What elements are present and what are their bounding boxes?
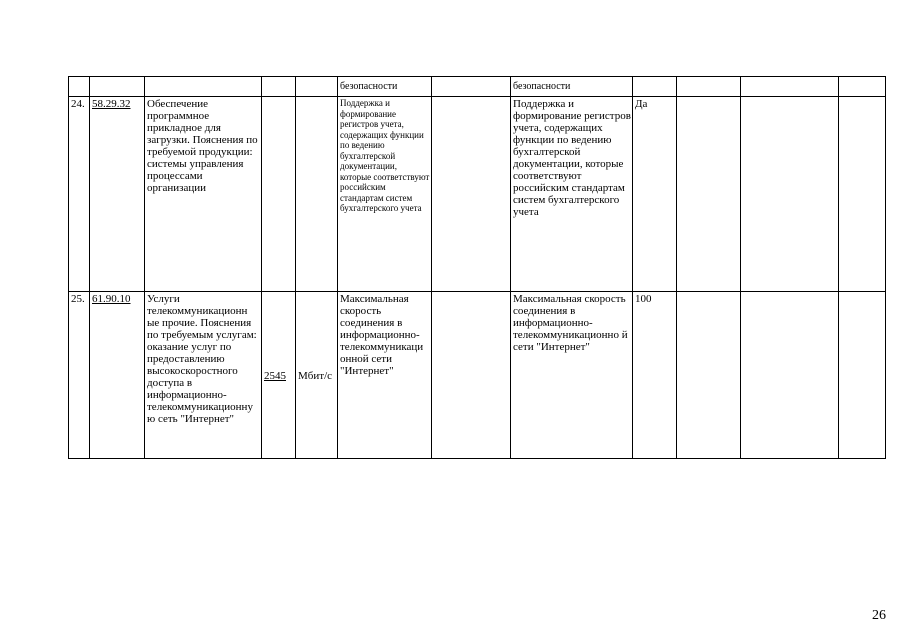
cell-empty xyxy=(296,77,338,97)
cell-empty xyxy=(262,77,296,97)
table-row xyxy=(69,97,886,292)
cell-empty xyxy=(741,292,839,459)
cell-okei-unit: Мбит/с xyxy=(296,292,338,459)
cell-row-number: 25. xyxy=(69,292,90,459)
page-number: 26 xyxy=(872,608,886,623)
cell-empty xyxy=(839,77,886,97)
okpd2-code-link: 61.90.10 xyxy=(92,293,131,305)
cell-empty xyxy=(741,77,839,97)
cell-empty xyxy=(677,77,741,97)
cell-characteristic2: Максимальная скорость соединения в информационно-телекоммуникационно й сети "Интернет" xyxy=(511,292,633,459)
cell-okei-unit xyxy=(296,97,338,292)
cell-item-name: Обеспечение программное прикладное для загрузки. Пояснения по требуемой продукции: системы управления процессами организации xyxy=(145,97,262,292)
cell-empty xyxy=(677,292,741,459)
cell-empty xyxy=(633,77,677,97)
cell-okei-code xyxy=(262,292,296,459)
cell-characteristic: Максимальная скорость соединения в информационно-телекоммуникаци онной сети "Интернет" xyxy=(338,292,432,459)
cell-characteristic2-continued: безопасности xyxy=(511,77,633,97)
cell-okei-code xyxy=(262,97,296,292)
cell-value: Да xyxy=(633,97,677,292)
cell-empty xyxy=(432,77,511,97)
cell-empty xyxy=(145,77,262,97)
cell-characteristic2: Поддержка и формирование регистров учета, содержащих функции по ведению бухгалтерской документации, которые соответствуют российским стандартам систем бухгалтерского учета xyxy=(511,97,633,292)
cell-value: 100 xyxy=(633,292,677,459)
table-row xyxy=(69,292,886,459)
cell-item-name: Услуги телекоммуникационн ые прочие. Пояснения по требуемым услугам: оказание услуг по предоставлению высокоскоростного доступа в информационно-телекоммуникационную сеть "Интернет" xyxy=(145,292,262,459)
table-row xyxy=(69,77,886,97)
cell-row-number: 24. xyxy=(69,97,90,292)
cell-empty xyxy=(90,77,145,97)
cell-col8 xyxy=(432,292,511,459)
cell-okpd2-code xyxy=(90,292,145,459)
procurement-table xyxy=(68,76,886,459)
cell-empty xyxy=(69,77,90,97)
okei-code-link: 2545 xyxy=(264,369,286,382)
okpd2-code-link: 58.29.32 xyxy=(92,98,131,110)
cell-col8 xyxy=(432,97,511,292)
cell-empty xyxy=(741,97,839,292)
cell-characteristic: Поддержка и формирование регистров учета, содержащих функции по ведению бухгалтерской документации, которые соответствуют российским стандартам систем бухгалтерского учета xyxy=(338,97,432,292)
cell-okpd2-code xyxy=(90,97,145,292)
cell-empty xyxy=(677,97,741,292)
cell-empty xyxy=(839,97,886,292)
cell-empty xyxy=(839,292,886,459)
cell-characteristic-continued: безопасности xyxy=(338,77,432,97)
